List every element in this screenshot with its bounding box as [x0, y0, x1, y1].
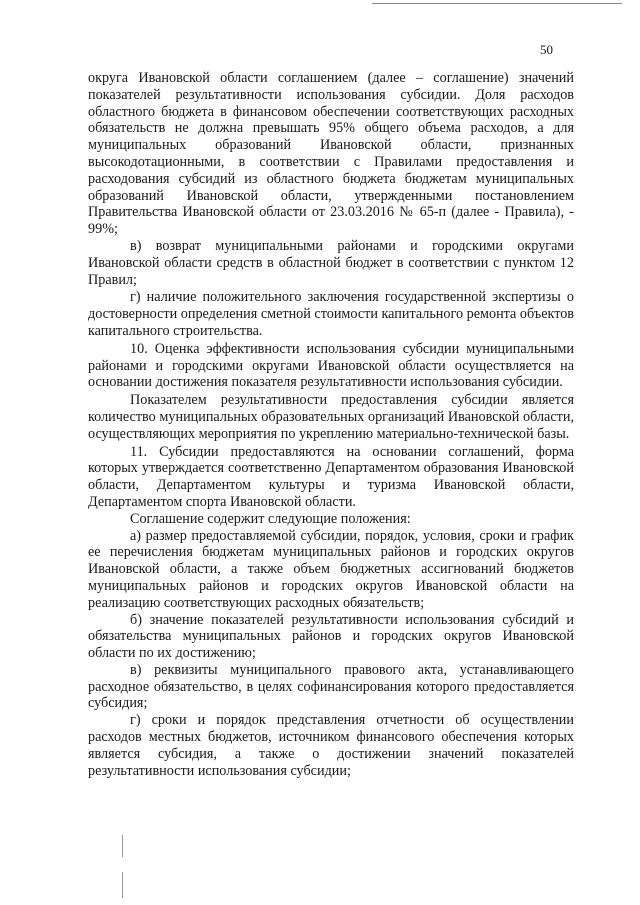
page-number: 50	[540, 42, 553, 57]
paragraph-section-11: 11. Субсидии предоставляются на основании соглашений, форма которых утверждается соответственно Департаментом образования Ивановской области, Департаментом культуры и туризма Ивановской области, Департаментом спорта Ивановской области.	[88, 443, 574, 510]
paragraph-item-g: г) наличие положительного заключения государственной экспертизы о достоверности определения сметной стоимости капитального ремонта объектов капитального строительства.	[88, 289, 574, 339]
paragraph-agreement-a: а) размер предоставляемой субсидии, порядок, условия, сроки и график ее перечисления бюджетам муниципальных районов и городских округов Ивановской области, а также объем бюджетных ассигнований бюджетов муниципальных районов и городских округов Ивановской области на реализацию соответствующих расходных обязательств;	[88, 527, 574, 611]
scan-artifact-mark	[122, 872, 123, 898]
document-body	[88, 70, 574, 779]
scan-artifact-mark	[122, 835, 123, 857]
scan-top-rule	[372, 3, 622, 4]
paragraph-section-10: 10. Оценка эффективности использования субсидии муниципальными районами и городскими округами Ивановской области осуществляется на основании достижения показателя результативности использования субсидии.	[88, 340, 574, 391]
paragraph-agreement-g: г) сроки и порядок представления отчетности об осуществлении расходов местных бюджетов, источником финансового обеспечения которых является субсидия, а также о достижении значений показателей результативности использования субсидии;	[88, 712, 574, 779]
paragraph-agreement-intro: Соглашение содержит следующие положения:	[130, 510, 411, 527]
paragraph-indicator: Показателем результативности предоставления субсидии является количество муниципальных образовательных организаций Ивановской области, осуществляющих мероприятия по укреплению материально-технической базы.	[88, 392, 574, 442]
paragraph-continuation: округа Ивановской области соглашением (далее – соглашение) значений показателей результативности использования субсидии. Доля расходов областного бюджета в финансовом обеспечении соответствующих расходных обязательств не должна превышать 95% общего объема расходов, а для муниципальных образований Ивановской области, признанных высокодотационными, в соответствии с Правилами предоставления и расходования субсидий из областного бюджета бюджетам муниципальных образований Ивановской области, утвержденными постановлением Правительства Ивановской области от 23.03.2016 № 65-п (далее - Правила), - 99%;	[88, 70, 574, 238]
paragraph-agreement-v: в) реквизиты муниципального правового акта, устанавливающего расходное обязательство, в целях софинансирования которого предоставляется субсидия;	[88, 661, 574, 712]
paragraph-item-v: в) возврат муниципальными районами и городскими округами Ивановской области средств в областной бюджет в соответствии с пунктом 12 Правил;	[88, 237, 574, 288]
paragraph-agreement-b: б) значение показателей результативности использования субсидий и обязательства муниципальных районов и городских округов Ивановской области по их достижению;	[88, 611, 574, 662]
